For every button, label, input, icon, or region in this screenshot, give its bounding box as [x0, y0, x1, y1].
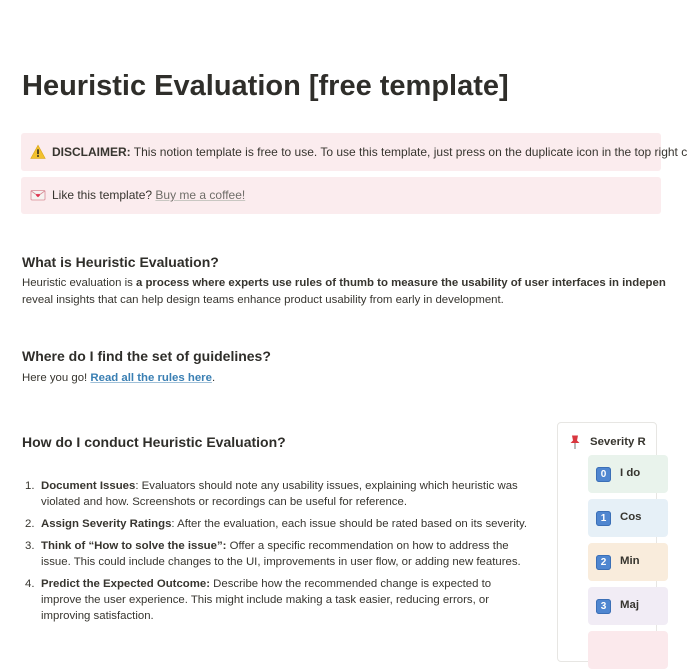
where-period: .	[211, 372, 216, 384]
step-number: 1.	[25, 480, 35, 492]
severity-heading-text: Severity R	[590, 436, 646, 448]
coffee-text	[52, 186, 245, 204]
what-intro: Heuristic evaluation is	[22, 277, 136, 289]
step-number: 3.	[25, 540, 35, 552]
pushpin-icon	[568, 434, 582, 450]
heading-where: Where do I find the set of guidelines?	[22, 348, 271, 364]
where-paragraph	[22, 370, 215, 387]
warning-icon	[30, 144, 46, 160]
where-text: Here you go!	[22, 372, 91, 384]
heading-what: What is Heuristic Evaluation?	[22, 254, 219, 270]
step-text: : Evaluators should note any usability issues, explaining which heuristic was violated and how. Screenshots or recordings can be useful for reference.	[41, 480, 518, 508]
list-item	[22, 478, 532, 510]
step-title: Think of “How to solve the issue”:	[41, 540, 227, 552]
list-item	[22, 576, 532, 624]
coffee-callout	[21, 177, 661, 214]
step-text: Describe how the recommended change is expected to improve the user experience. This might include making a task easier, reducing errors, or improving satisfaction.	[41, 578, 492, 622]
list-item	[22, 538, 532, 570]
step-title: Predict the Expected Outcome:	[41, 578, 211, 590]
disclaimer-text	[52, 143, 687, 161]
keycap-3-icon: 3	[596, 599, 611, 614]
severity-item-4[interactable]	[588, 631, 668, 669]
step-number: 2.	[25, 518, 35, 530]
disclaimer-body: This notion template is free to use. To use this template, just press on the duplicate icon in the top right c	[130, 145, 687, 159]
step-text: : After the evaluation, each issue should be rated based on its severity.	[171, 518, 528, 530]
love-letter-icon	[30, 187, 46, 203]
rules-link[interactable]: Read all the rules here	[90, 372, 212, 384]
step-text: Offer a specific recommendation on how to address the issue. This could include changes to the UI, improvements in user flow, or adding new features.	[41, 540, 521, 568]
heading-how: How do I conduct Heuristic Evaluation?	[22, 434, 286, 450]
step-title: Document Issues	[41, 480, 136, 492]
disclaimer-label: DISCLAIMER:	[52, 145, 131, 159]
severity-label: Maj	[620, 599, 639, 611]
keycap-1-icon: 1	[596, 511, 611, 526]
severity-label: Cos	[620, 511, 642, 523]
disclaimer-callout	[21, 133, 687, 171]
page-title: Heuristic Evaluation [free template]	[22, 70, 509, 102]
buy-coffee-link[interactable]: Buy me a coffee!	[155, 188, 246, 202]
coffee-prompt: Like this template?	[52, 188, 156, 202]
what-paragraph-line2: reveal insights that can help design teams enhance product usability from early in development.	[22, 294, 504, 306]
severity-item-0[interactable]	[588, 455, 668, 493]
list-item	[22, 516, 532, 532]
keycap-2-icon: 2	[596, 555, 611, 570]
severity-item-1[interactable]	[588, 499, 668, 537]
step-title: Assign Severity Ratings	[41, 518, 172, 530]
severity-item-3[interactable]	[588, 587, 668, 625]
severity-label: Min	[620, 555, 640, 567]
what-definition: a process where experts use rules of thumb to measure the usability of user interfaces in indepen	[135, 277, 666, 289]
severity-item-2[interactable]	[588, 543, 668, 581]
severity-panel	[557, 422, 657, 662]
severity-label: I do	[620, 467, 641, 479]
step-number: 4.	[25, 578, 35, 590]
what-paragraph-line1	[22, 275, 666, 292]
keycap-0-icon: 0	[596, 467, 611, 482]
steps-list	[22, 478, 532, 630]
